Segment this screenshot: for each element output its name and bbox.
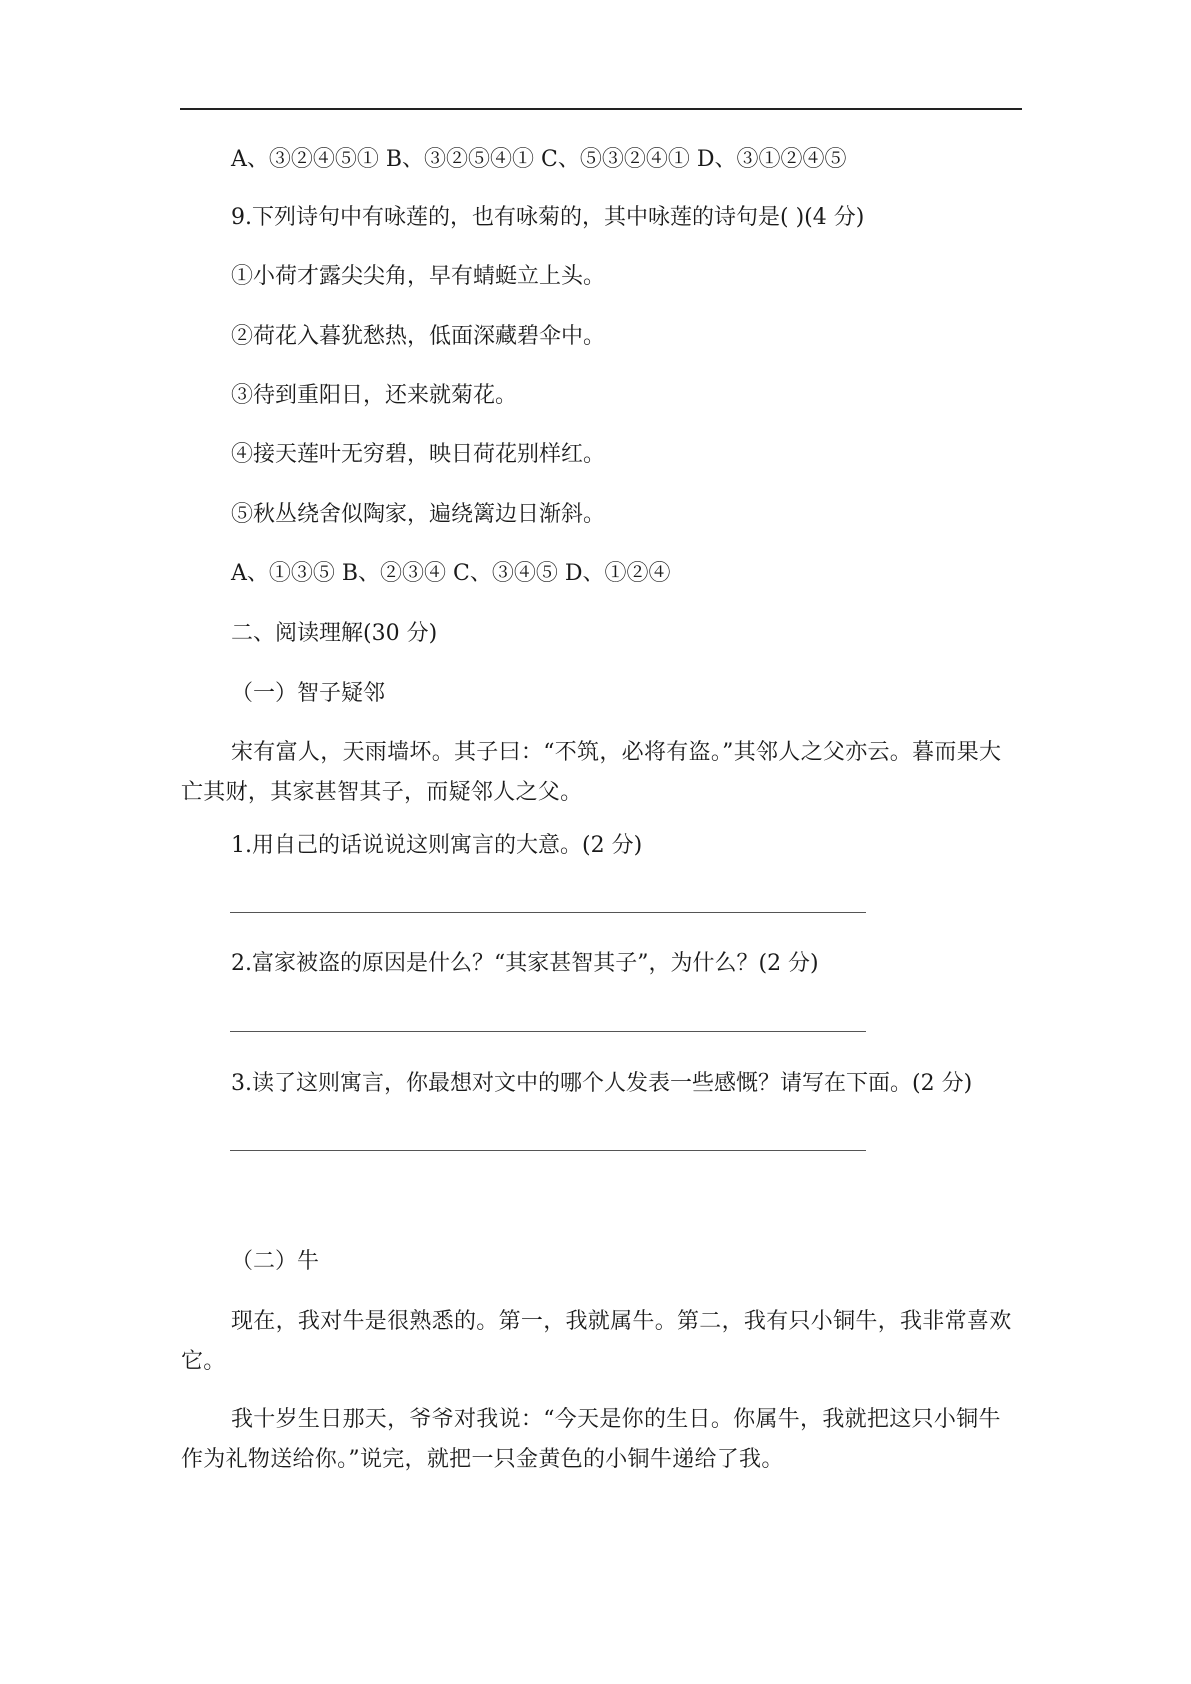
- q9-item-4: ④接天莲叶无穷碧，映日荷花别样红。: [231, 442, 606, 467]
- passage1-title: （一）智子疑邻: [231, 681, 386, 706]
- q8-options: A、③②④⑤① B、③②⑤④① C、⑤③②④① D、③①②④⑤: [231, 147, 847, 172]
- passage2-title: （二）牛: [231, 1249, 320, 1274]
- q9-item-1: ①小荷才露尖尖角，早有蜻蜓立上头。: [231, 264, 606, 289]
- question-1: 1.用自己的话说说这则寓言的大意。(2 分): [231, 833, 643, 858]
- q9-stem: 9.下列诗句中有咏莲的，也有咏菊的，其中咏莲的诗句是( )(4 分): [231, 205, 865, 230]
- passage1-text: 宋有富人，天雨墙坏。其子曰：“不筑，必将有盗。”其邻人之父亦云。暮而果大亡其财，其家甚智其子，而疑邻人之父。: [181, 740, 1002, 805]
- q9-item-5: ⑤秋丛绕舍似陶家，遍绕篱边日渐斜。: [231, 502, 606, 527]
- q9-item-2: ②荷花入暮犹愁热，低面深藏碧伞中。: [231, 324, 606, 349]
- answer-line-1[interactable]: [230, 912, 866, 913]
- question-2: 2.富家被盗的原因是什么？“其家甚智其子”，为什么？(2 分): [231, 951, 819, 976]
- q9-item-3: ③待到重阳日，还来就菊花。: [231, 383, 518, 408]
- q9-options: A、①③⑤ B、②③④ C、③④⑤ D、①②④: [231, 561, 671, 586]
- header-rule: [180, 108, 1022, 110]
- answer-line-2[interactable]: [230, 1031, 866, 1032]
- passage2-paragraph-2: 我十岁生日那天，爷爷对我说：“今天是你的生日。你属牛，我就把这只小铜牛作为礼物送给你。”说完，就把一只金黄色的小铜牛递给了我。: [181, 1407, 1001, 1472]
- answer-line-3[interactable]: [230, 1150, 866, 1151]
- question-3: 3.读了这则寓言，你最想对文中的哪个人发表一些感慨？请写在下面。(2 分): [231, 1071, 973, 1096]
- section-title: 二、阅读理解(30 分): [231, 621, 438, 646]
- passage2-paragraph-1: 现在，我对牛是很熟悉的。第一，我就属牛。第二，我有只小铜牛，我非常喜欢它。: [181, 1309, 1012, 1374]
